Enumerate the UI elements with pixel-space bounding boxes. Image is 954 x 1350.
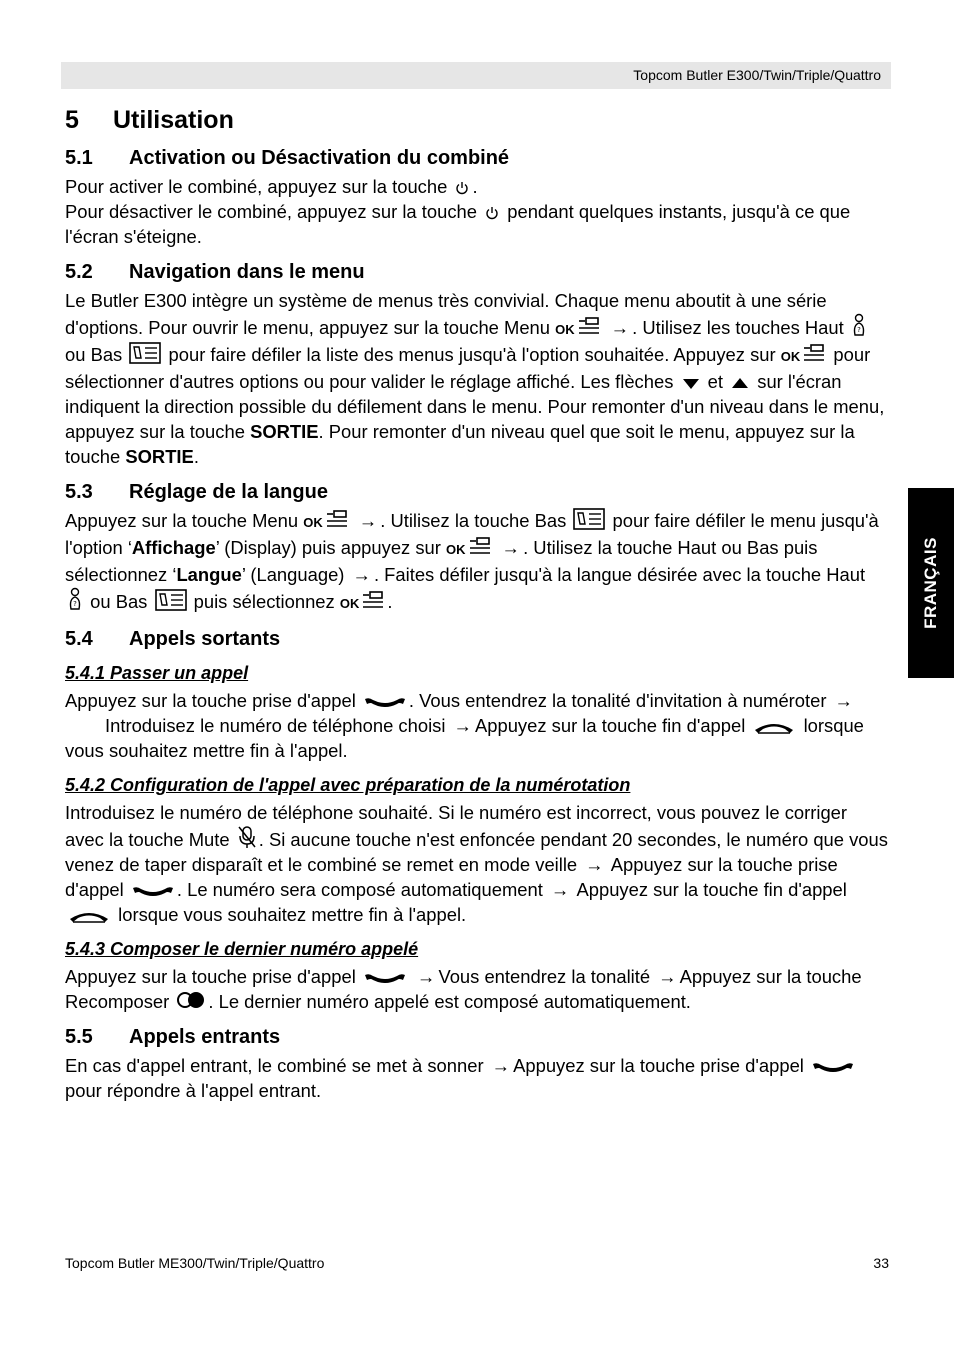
bold-key-name: SORTIE [125,446,194,467]
ok-icon: OK [780,349,801,364]
text: pendant quelques instants, jusqu'à ce que l'écran s'éteigne. [65,201,851,247]
up-key-icon [67,587,83,611]
ok-icon: OK [446,542,466,557]
call-key-icon [363,694,407,710]
subsection-5-4-1-para [65,688,890,763]
section-5-3-para [65,508,890,616]
text: ’ (Language) [241,564,345,585]
section-5-5-para [65,1053,890,1103]
header-bar [61,62,891,89]
triangle-up-icon [730,375,750,391]
section-5-2-para [65,288,890,469]
arrow-icon: → [358,510,378,531]
text: Appuyez sur la touche fin d'appel [576,879,847,900]
section-title: Réglage de la langue [129,481,328,503]
text: Appuyez sur la touche fin d'appel [474,715,746,736]
text: ou Bas [90,591,148,612]
text: . Le dernier numéro appelé est composé automatiquement. [208,991,691,1012]
menu-icon [802,344,826,364]
subsection-5-4-2-heading: 5.4.2 Configuration de l'appel avec préparation de la numérotation [65,775,631,795]
chapter-number: 5 [65,106,79,134]
text: pour sélectionner d'autres options ou pour valider le réglage affiché. Les flèches [65,344,871,392]
section-number: 5.5 [65,1026,93,1048]
chapter-title: Utilisation [113,106,234,134]
text: lorsque vous souhaitez mettre fin à l'appel. [65,715,864,761]
arrow-icon: → [352,564,371,585]
arrow-icon: → [610,317,630,338]
text: pour répondre à l'appel entrant. [65,1080,322,1101]
text: . Si aucune touche n'est enfoncée pendant 20 secondes, le numéro que vous venez de taper disparaît et le combiné se remet en mode veille [65,829,888,875]
text: lorsque vous souhaitez mettre fin à l'appel. [118,904,467,925]
hangup-key-icon [67,908,111,924]
ok-icon: OK [303,515,323,530]
text: . Utilisez la touche Bas [380,510,567,531]
section-5-3-heading [65,481,890,504]
down-key-icon [155,589,187,611]
text: pour faire défiler le menu jusqu'à l'option ‘ [65,510,879,558]
text: . Le numéro sera composé automatiquement [176,879,543,900]
text: ’ (Display) puis appuyez sur [215,537,441,558]
text: ou Bas [65,344,123,365]
section-title: Appels sortants [129,628,281,650]
text: . Utilisez la touche Haut ou Bas puis sélectionnez ‘ [65,537,818,585]
section-title: Appels entrants [129,1026,281,1048]
section-5-4-heading [65,628,890,651]
page-content [65,100,890,1103]
text: Introduisez le numéro de téléphone souhaité. Si le numéro est incorrect, vous pouvez le corriger avec la touche Mute [65,802,848,850]
text: Pour désactiver le combiné, appuyez sur la touche [65,201,477,222]
bold-key-name: SORTIE [250,421,319,442]
arrow-icon: → [550,879,570,900]
text: Appuyez sur la touche Recomposer [65,966,862,1012]
text: . Pour remonter d'un niveau quel que soit le menu, appuyez sur la touche [65,421,855,467]
arrow-icon: → [453,715,472,736]
ok-icon: OK [339,596,360,611]
call-key-icon [131,883,175,899]
text: Vous entendrez la tonalité [438,966,651,987]
text: Appuyez sur la touche prise d'appel [513,1055,804,1076]
section-5-1-heading [65,147,890,170]
section-number: 5.3 [65,481,93,503]
hangup-key-icon [752,719,796,735]
chapter-heading [65,106,890,135]
text: et [707,371,723,392]
subsection-5-4-3-para [65,964,890,1014]
text: Appuyez sur la touche prise d'appel [65,854,838,900]
text: sur l'écran indiquent la direction possible du défilement dans le menu. Pour remonter d'un niveau dans le menu, appuyez sur la touche [65,371,885,442]
arrow-icon: → [658,966,677,987]
menu-icon [468,537,492,557]
call-key-icon [363,970,407,986]
section-number: 5.2 [65,261,93,283]
ok-icon: OK [555,322,575,337]
text: pour faire défiler la liste des menus jusqu'à l'option souhaitée. Appuyez sur [168,344,776,365]
subsection-5-4-1-heading: 5.4.1 Passer un appel [65,663,249,683]
page-number: 33 [873,1255,889,1271]
triangle-down-icon [681,375,701,391]
footer-model: Topcom Butler ME300/Twin/Triple/Quattro [65,1255,325,1271]
text: . [472,176,478,197]
text: Introduisez le numéro de téléphone choisi [105,715,446,736]
arrow-icon: → [585,854,604,875]
arrow-icon: → [501,537,521,558]
menu-icon [577,317,601,337]
text: Appuyez sur la touche prise d'appel [65,966,356,987]
section-number: 5.1 [65,147,93,169]
section-5-5-heading [65,1026,890,1049]
up-key-icon [851,313,867,337]
subsection-5-4-2-para [65,800,890,927]
language-side-tab [908,488,954,678]
section-title: Navigation dans le menu [129,261,365,283]
text: En cas d'appel entrant, le combiné se met à sonner [65,1055,484,1076]
text: . [387,591,393,612]
arrow-icon: → [417,966,436,987]
down-key-icon [129,342,161,364]
mute-icon [237,825,257,849]
redial-icon [176,989,206,1011]
power-icon [454,180,470,196]
section-5-1-para-1 [65,174,890,199]
text: . Utilisez les touches Haut [632,317,844,338]
arrow-icon: → [491,1055,511,1076]
subsection-5-4-3-heading: 5.4.3 Composer le dernier numéro appelé [65,939,419,959]
down-key-icon [573,508,605,530]
text: puis sélectionnez [193,591,335,612]
menu-icon [325,510,349,530]
section-5-2-heading [65,261,890,284]
language-side-tab-label: FRANÇAIS [921,537,940,629]
text: Appuyez sur la touche prise d'appel [65,690,356,711]
header-title: Topcom Butler E300/Twin/Triple/Quattro [633,67,881,83]
call-key-icon [811,1059,855,1075]
text: Pour activer le combiné, appuyez sur la touche [65,176,448,197]
text: . [193,446,199,467]
text: . Faites défiler jusqu'à la langue désirée avec la touche Haut [373,564,866,585]
bold-option-name: Affichage [131,537,216,558]
arrow-icon: → [834,690,853,711]
section-title: Activation ou Désactivation du combiné [129,147,510,169]
text: Le Butler E300 intègre un système de menus très convivial. Chaque menu aboutit à une série d'options. Pour ouvrir le menu, appuyez sur la touche Menu [65,290,827,338]
section-number: 5.4 [65,628,93,650]
power-icon [484,205,500,221]
bold-option-name: Langue [176,564,242,585]
text: Appuyez sur la touche Menu [65,510,299,531]
menu-icon [361,591,385,611]
section-5-1-para-2 [65,199,890,249]
text: . Vous entendrez la tonalité d'invitation à numéroter [408,690,827,711]
